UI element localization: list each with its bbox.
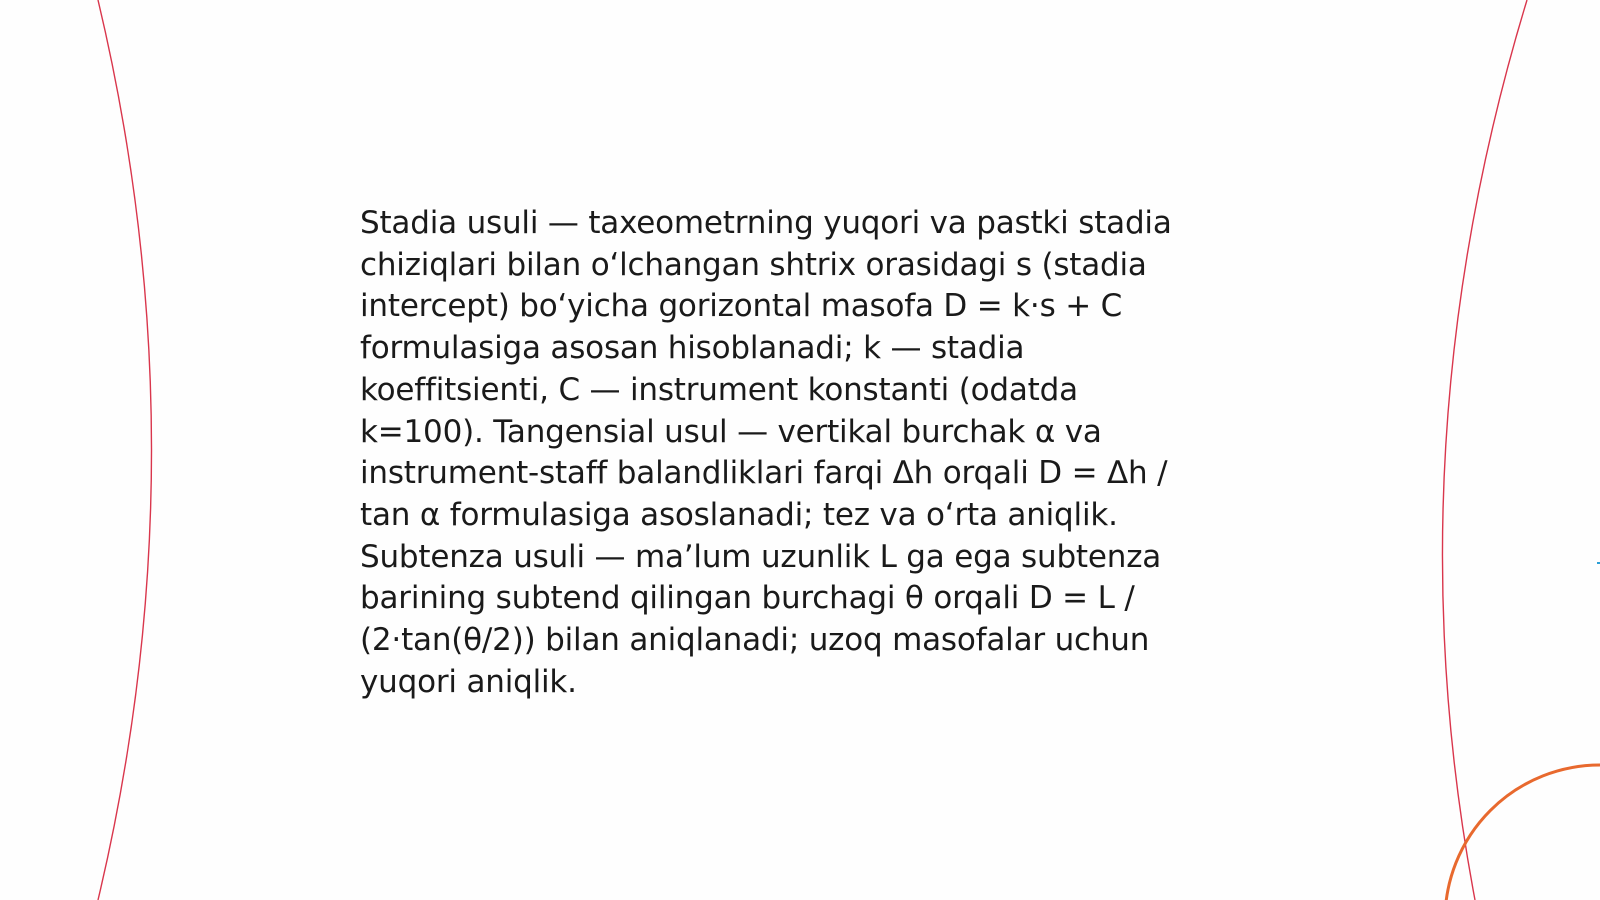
text-line: barining subtend qilingan burchagi θ orqali D = L / xyxy=(360,580,1135,617)
text-line: Subtenza usuli — maʼlum uzunlik L ga ega subtenza xyxy=(360,538,1162,575)
left-arc-line xyxy=(98,0,152,900)
text-line: yuqori aniqlik. xyxy=(360,663,577,700)
text-line: (2·tan(θ/2)) bilan aniqlanadi; uzoq masofalar uchun xyxy=(360,622,1150,659)
right-arc-line xyxy=(1442,0,1527,900)
text-line: chiziqlari bilan oʻlchangan shtrix orasidagi s (stadia xyxy=(360,246,1147,283)
text-line: tan α formulasiga asoslanadi; tez va oʻrta aniqlik. xyxy=(360,496,1118,533)
text-line: k=100). Tangensial usul — vertikal burchak α va xyxy=(360,413,1102,450)
slide-body-text xyxy=(360,203,1230,703)
text-line: instrument-staff balandliklari farqi Δh orqali D = Δh / xyxy=(360,455,1168,492)
text-line: intercept) boʻyicha gorizontal masofa D = k·s + C xyxy=(360,288,1123,325)
text-line: koeffitsienti, C — instrument konstanti (odatda xyxy=(360,371,1078,408)
text-line: formulasiga asosan hisoblanadi; k — stadia xyxy=(360,330,1025,367)
orange-circle-outline xyxy=(1445,765,1600,900)
text-line: Stadia usuli — taxeometrning yuqori va pastki stadia xyxy=(360,205,1172,241)
